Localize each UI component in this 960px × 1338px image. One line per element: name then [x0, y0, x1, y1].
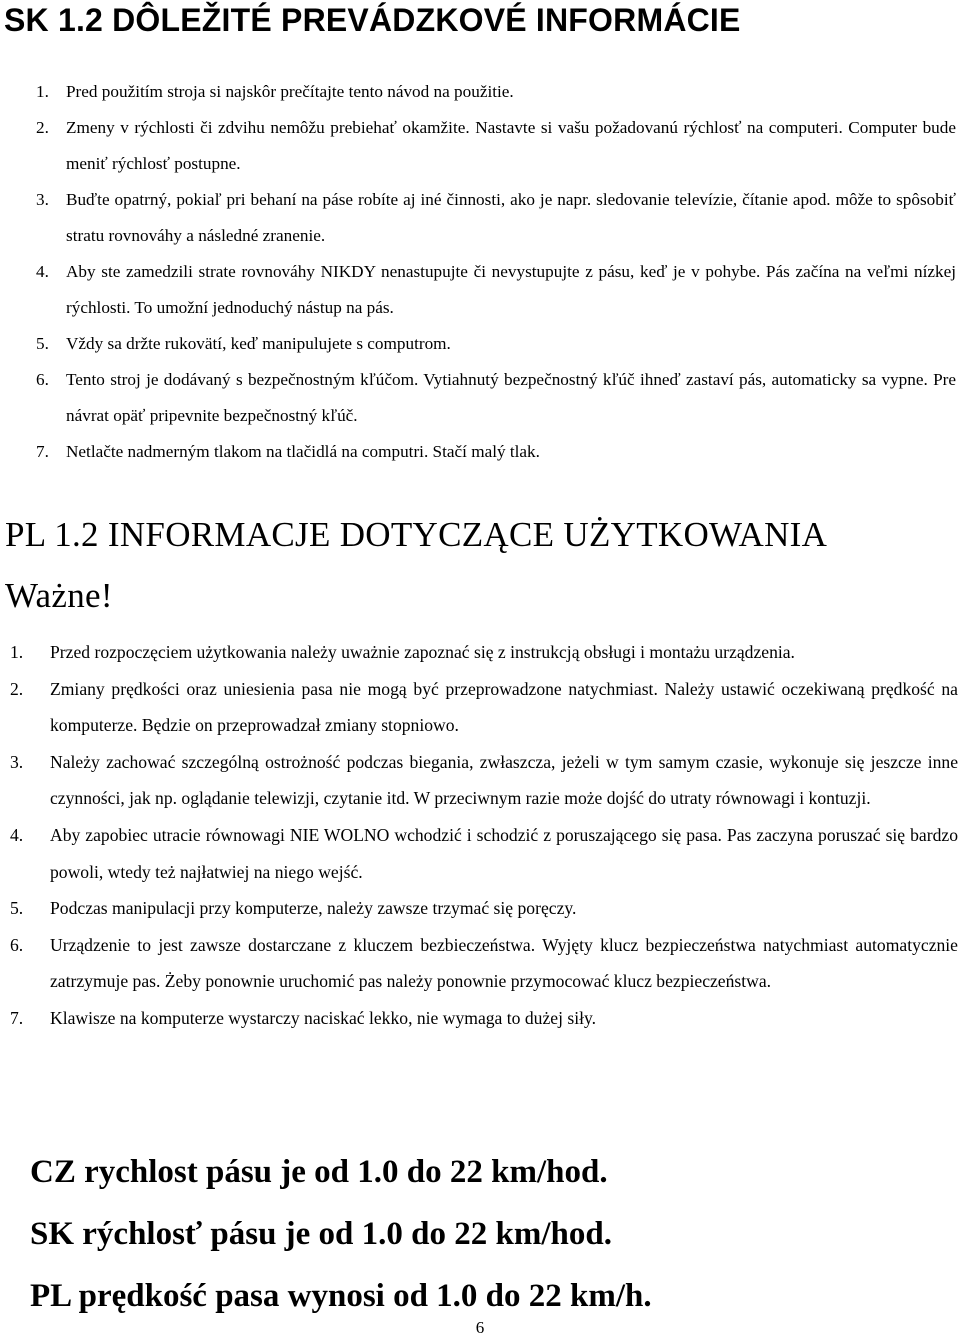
sk-instructions-list [36, 74, 956, 470]
pl-section-subtitle: Ważne! [5, 576, 113, 615]
speed-info-cz: CZ rychlost pásu je od 1.0 do 22 km/hod. [30, 1154, 608, 1190]
item-number: 3. [36, 190, 49, 209]
list-item [10, 817, 958, 890]
item-number: 4. [10, 824, 24, 845]
item-number: 6. [10, 934, 24, 955]
item-text: Netlačte nadmerným tlakom na tlačidlá na computri. Stačí malý tlak. [66, 442, 540, 461]
list-item [36, 362, 956, 434]
item-number: 4. [36, 262, 49, 281]
list-item [36, 434, 956, 470]
pl-instructions-list [10, 634, 958, 1037]
item-number: 5. [36, 334, 49, 353]
item-text: Aby ste zamedzili strate rovnováhy NIKDY nenastupujte či nevystupujte z pásu, keď je v pohybe. Pás začína na veľmi nízkej rýchlosti. To umožní jednoduchý nástup na pás. [66, 262, 956, 317]
item-text: Urządzenie to jest zawsze dostarczane z kluczem bezbieczeństwa. Wyjęty klucz bezpieczeństwa natychmiast automatycznie zatrzymuje pas. Żeby ponownie uruchomić pas należy ponownie przymocować klucz bezpieczeństwa. [50, 934, 958, 992]
item-number: 2. [36, 118, 49, 137]
item-number: 1. [10, 642, 24, 662]
item-text: Vždy sa držte rukovätí, keď manipulujete s computrom. [66, 334, 451, 353]
item-text: Zmiany prędkości oraz uniesienia pasa nie mogą być przeprowadzone natychmiast. Należy ustawić oczekiwaną prędkość na komputerze. Będzie on przeprowadzał zmiany stopniowo. [50, 678, 958, 736]
item-text: Tento stroj je dodávaný s bezpečnostným kľúčom. Vytiahnutý bezpečnostný kľúč ihneď zastaví pás, automaticky sa vypne. Pre návrat opäť pripevnite bezpečnostný kľúč. [66, 370, 956, 425]
item-text: Należy zachować szczególną ostrożność podczas biegania, zwłaszcza, jeżeli w tym samym czasie, wykonuje się jeszcze inne czynności, jak np. oglądanie telewizji, czytanie itd. W przeciwnym razie może dojść do utraty równowagi i kontuzji. [50, 751, 958, 809]
list-item [36, 182, 956, 254]
list-item [36, 74, 956, 110]
list-item [36, 110, 956, 182]
item-number: 7. [36, 442, 49, 461]
item-number: 3. [10, 751, 24, 772]
item-text: Podczas manipulacji przy komputerze, należy zawsze trzymać się poręczy. [50, 898, 577, 919]
list-item [10, 890, 958, 927]
item-number: 2. [10, 678, 24, 699]
list-item [36, 254, 956, 326]
item-number: 1. [36, 82, 49, 101]
item-number: 7. [10, 1007, 24, 1028]
item-number: 6. [36, 370, 49, 389]
list-item [10, 927, 958, 1000]
item-text: Aby zapobiec utracie równowagi NIE WOLNO wchodzić i schodzić z poruszającego się pasa. Pas zaczyna poruszać się bardzo powoli, wtedy też najłatwiej na niego wejść. [50, 824, 958, 882]
item-text: Przed rozpoczęciem użytkowania należy uważnie zapoznać się z instrukcją obsługi i montażu urządzenia. [50, 642, 795, 662]
list-item [10, 1000, 958, 1037]
list-item [10, 671, 958, 744]
item-text: Klawisze na komputerze wystarczy naciskać lekko, nie wymaga to dużej siły. [50, 1007, 597, 1028]
list-item [36, 326, 956, 362]
item-text: Zmeny v rýchlosti či zdvihu nemôžu prebiehať okamžite. Nastavte si vašu požadovanú rýchlosť na computeri. Computer bude meniť rýchlosť postupne. [66, 118, 956, 173]
item-number: 5. [10, 898, 24, 919]
pl-section-title: PL 1.2 INFORMACJE DOTYCZĄCE UŻYTKOWANIA [5, 515, 828, 554]
item-text: Pred použitím stroja si najskôr prečítajte tento návod na použitie. [66, 82, 514, 101]
speed-info-sk: SK rýchlosť pásu je od 1.0 do 22 km/hod. [30, 1216, 612, 1252]
list-item [10, 744, 958, 817]
page-number: 6 [475, 1318, 485, 1337]
item-text: Buďte opatrný, pokiaľ pri behaní na páse robíte aj iné činnosti, ako je napr. sledovanie televízie, čítanie apod. môže to spôsobiť stratu rovnováhy a následné zranenie. [66, 190, 956, 245]
list-item [10, 634, 958, 671]
sk-section-title: SK 1.2 DÔLEŽITÉ PREVÁDZKOVÉ INFORMÁCIE [4, 2, 741, 38]
speed-info-pl: PL prędkość pasa wynosi od 1.0 do 22 km/h. [30, 1278, 652, 1314]
